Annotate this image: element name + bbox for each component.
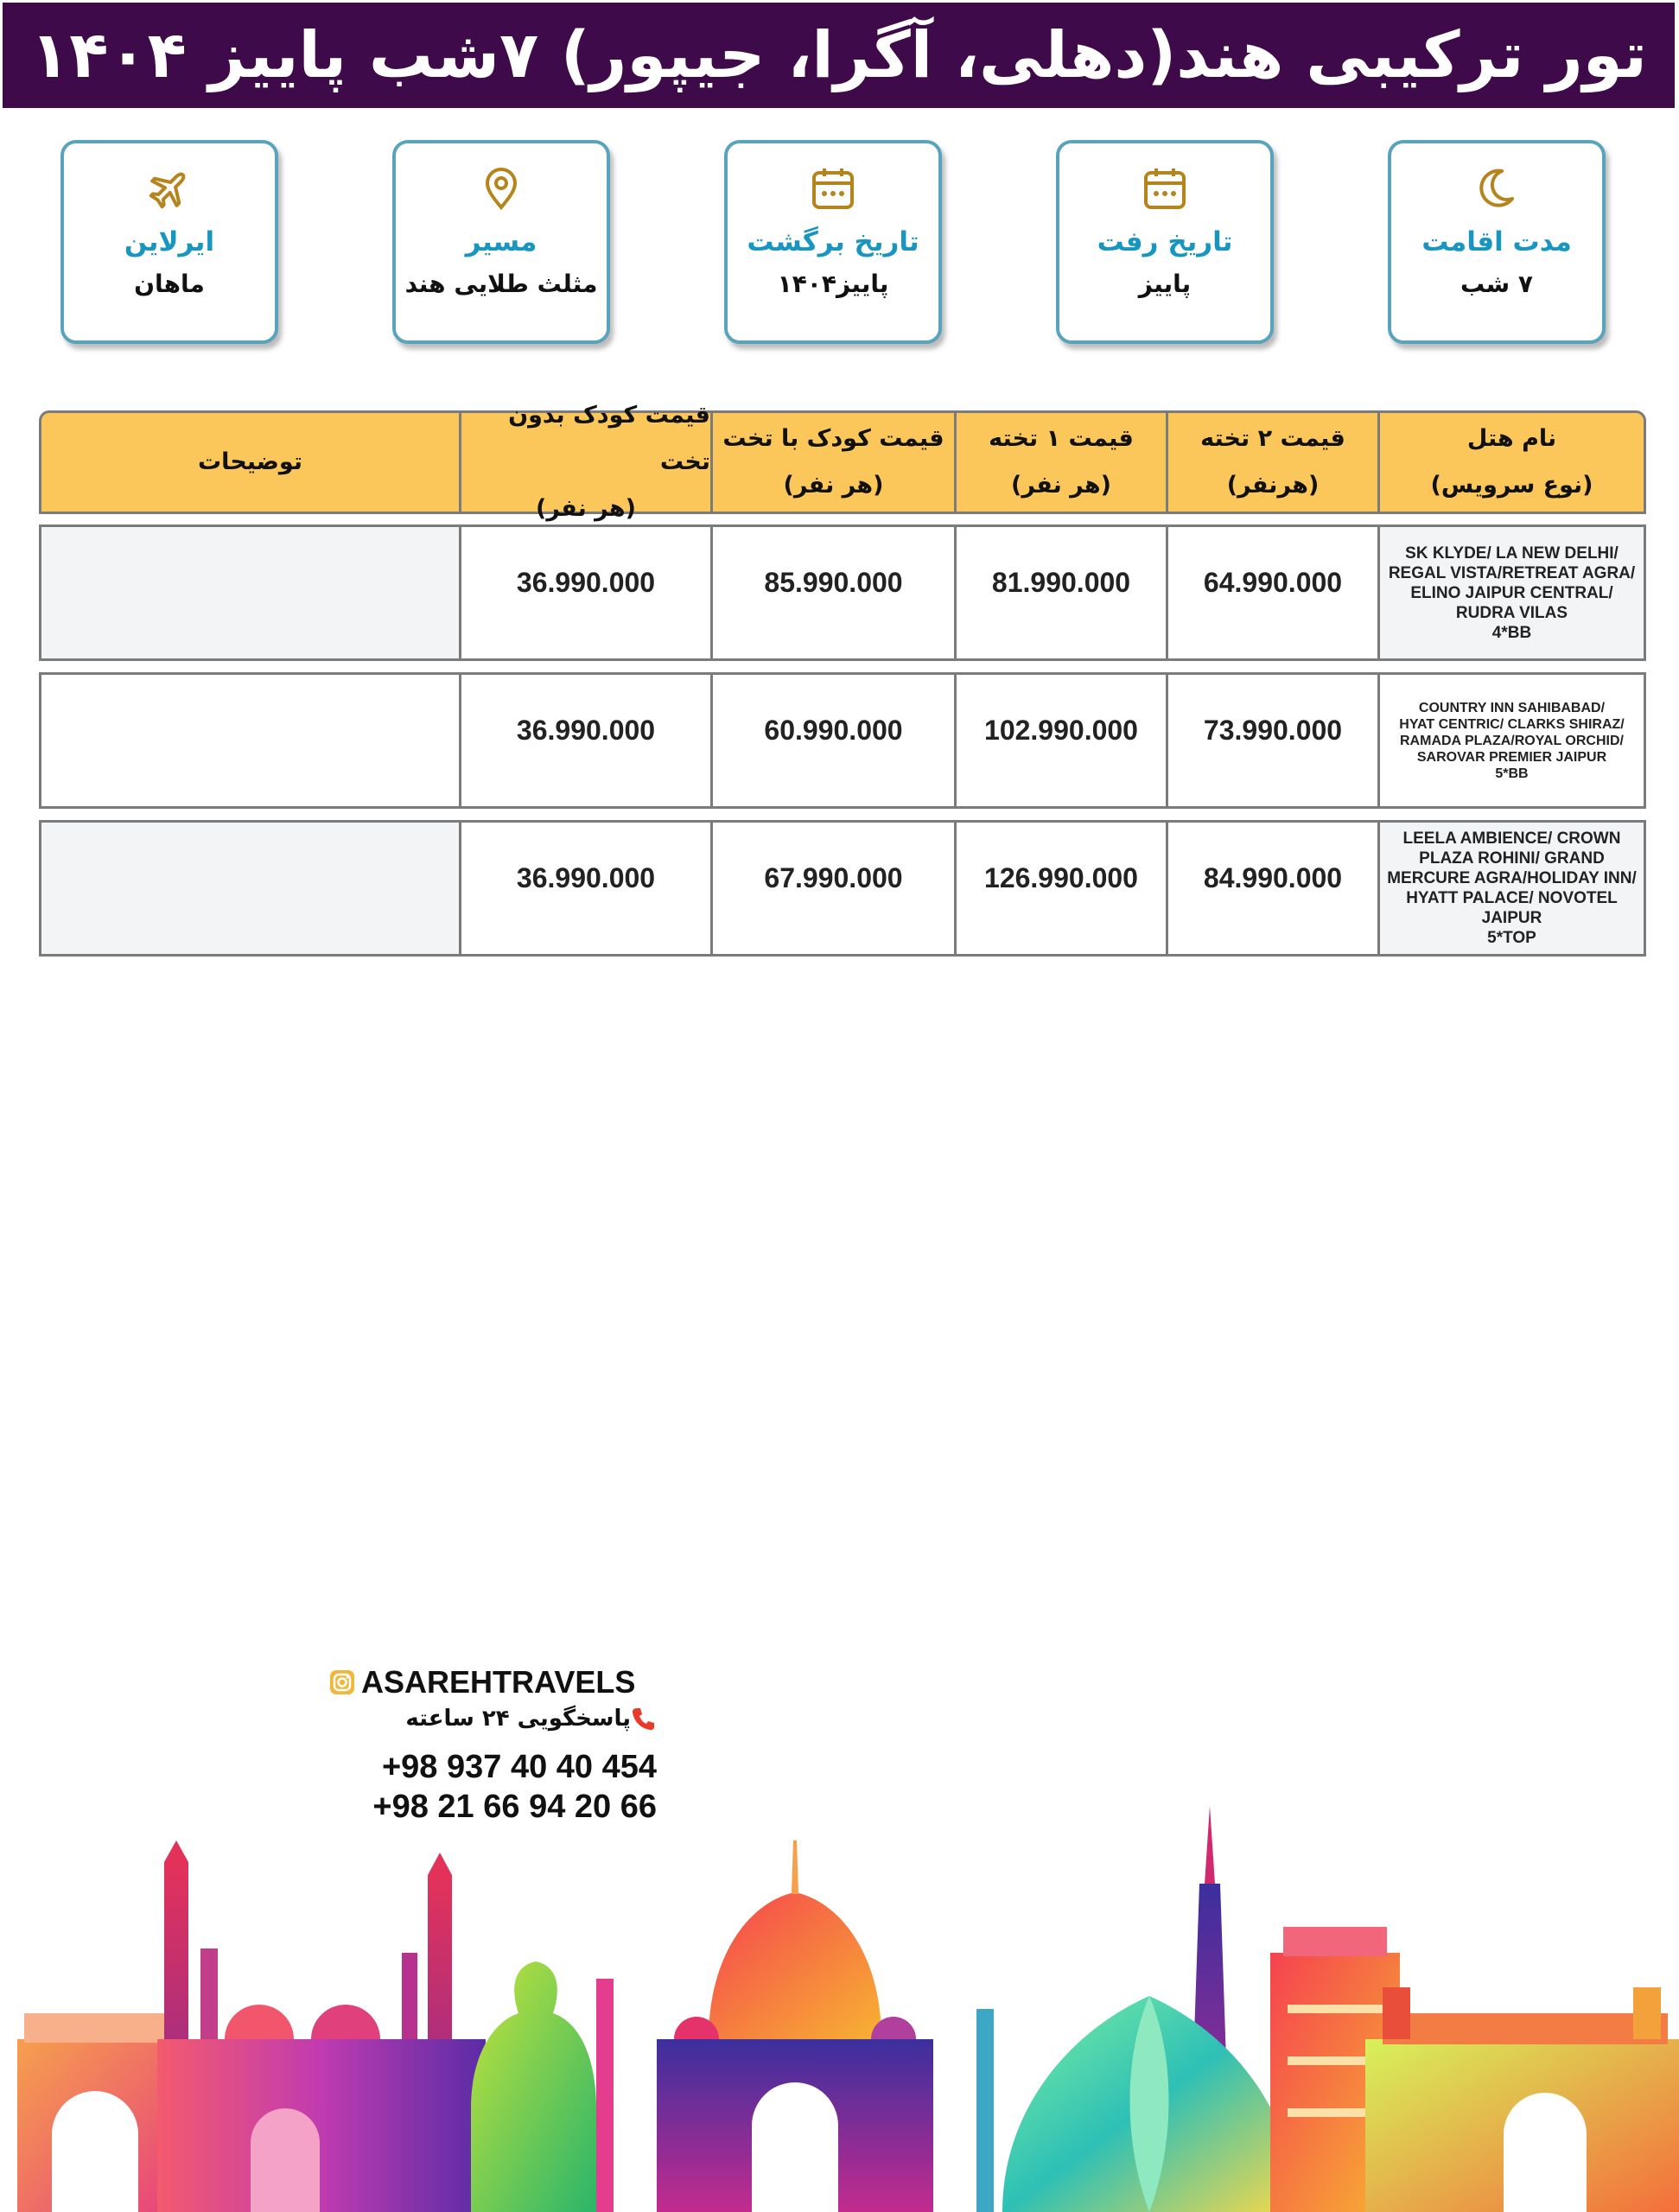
card-label: ایرلاین (124, 226, 215, 257)
card-value: پاییز (1138, 270, 1192, 298)
info-cards (0, 140, 1679, 347)
price-child-nobed: 36.990.000 (461, 527, 713, 658)
hotel-cell (1380, 675, 1644, 806)
card-label: تاریخ برگشت (747, 226, 919, 257)
card-label: تاریخ رفت (1097, 226, 1233, 257)
phone-number[interactable]: +98 21 66 94 20 66 (372, 1789, 657, 1825)
table-header (39, 402, 1646, 522)
price-double: 84.990.000 (1168, 823, 1380, 954)
hotel-line: RAMADA PLAZA/ROYAL ORCHID/ (1400, 733, 1624, 748)
hotel-line: LEELA AMBIENCE/ CROWN (1402, 830, 1621, 848)
hotel-cell (1380, 823, 1644, 954)
service-type: 5*TOP (1487, 929, 1536, 947)
table-row (39, 820, 1646, 957)
instagram-handle[interactable] (328, 1664, 657, 1700)
calendar-icon (1141, 164, 1189, 213)
header-subtext: (هرنفر) (1226, 472, 1320, 499)
header-single (957, 413, 1168, 512)
instagram-icon (328, 1669, 356, 1696)
header-child-nobed (461, 402, 713, 522)
notes-cell (41, 675, 461, 806)
hotel-line: JAIPUR (1481, 909, 1542, 927)
card-airline (60, 140, 278, 344)
header-notes (41, 413, 461, 512)
card-label: مدت اقامت (1421, 226, 1572, 257)
header-subtext: (نوع سرویس) (1430, 472, 1593, 499)
card-value: ماهان (134, 270, 205, 298)
title-bar (3, 3, 1675, 108)
price-single: 102.990.000 (957, 675, 1168, 806)
header-text: توضیحات (198, 448, 302, 475)
support-text: پاسخگویی ۲۴ ساعته (405, 1706, 631, 1732)
card-value: ۷ شب (1460, 270, 1534, 298)
price-single: 126.990.000 (957, 823, 1168, 954)
india-skyline-illustration (0, 1780, 1679, 2212)
phone-number[interactable]: +98 937 40 40 454 (381, 1749, 657, 1785)
card-value: پاییز۱۴۰۴ (777, 270, 889, 298)
header-text: قیمت ۲ تخته (1200, 425, 1345, 452)
card-label: مسیر (465, 226, 537, 257)
location-pin-icon (477, 164, 525, 213)
header-double (1168, 413, 1380, 512)
hotel-line: MERCURE AGRA/HOLIDAY INN/ (1387, 869, 1637, 887)
airplane-icon (145, 164, 194, 213)
card-value: مثلث طلایی هند (404, 270, 598, 298)
header-hotel (1380, 413, 1644, 512)
service-type: 5*BB (1495, 766, 1529, 781)
header-text: قیمت کودک با تخت (722, 425, 944, 452)
phone-icon (631, 1706, 657, 1732)
header-subtext: (هر نفر) (1011, 472, 1111, 499)
card-route (392, 140, 610, 344)
card-return-date (724, 140, 942, 344)
header-text: نام هتل (1466, 425, 1557, 452)
header-child-bed (713, 413, 957, 512)
hotel-line: ELINO JAIPUR CENTRAL/ (1410, 583, 1613, 602)
hotel-line: PLAZA ROHINI/ GRAND (1419, 849, 1605, 868)
hotel-line: SK KLYDE/ LA NEW DELHI/ (1405, 543, 1619, 563)
price-child-bed: 67.990.000 (713, 823, 957, 954)
notes-cell (41, 823, 461, 954)
hotel-line: SAROVAR PREMIER JAIPUR (1416, 749, 1607, 765)
card-stay-duration (1388, 140, 1606, 344)
calendar-icon (809, 164, 857, 213)
header-text: قیمت کودک بدون تخت (508, 402, 710, 475)
price-child-bed: 60.990.000 (713, 675, 957, 806)
card-departure-date (1056, 140, 1274, 344)
moon-icon (1472, 164, 1521, 213)
price-single: 81.990.000 (957, 527, 1168, 658)
header-subtext: (هر نفر) (783, 472, 884, 499)
header-text: قیمت ۱ تخته (989, 425, 1134, 452)
hotel-line: RUDRA VILAS (1455, 603, 1568, 622)
page-title: تور ترکیبی هند(دهلی، آگرا، جیپور) ۷شب پاییز ۱۴۰۴ (30, 18, 1647, 92)
price-double: 73.990.000 (1168, 675, 1380, 806)
notes-cell (41, 527, 461, 658)
hotel-cell (1380, 527, 1644, 658)
instagram-text: ASAREHTRAVELS (361, 1664, 636, 1700)
service-type: 4*BB (1491, 623, 1532, 642)
price-child-nobed: 36.990.000 (461, 823, 713, 954)
price-double: 64.990.000 (1168, 527, 1380, 658)
price-child-bed: 85.990.000 (713, 527, 957, 658)
table-row (39, 672, 1646, 809)
header-subtext: (هر نفر) (536, 495, 636, 522)
hotel-line: REGAL VISTA/RETREAT AGRA/ (1388, 563, 1636, 582)
hotel-line: COUNTRY INN SAHIBABAD/ (1418, 700, 1606, 715)
hotel-line: HYAT CENTRIC/ CLARKS SHIRAZ/ (1399, 716, 1625, 732)
table-row (39, 524, 1646, 661)
hotel-line: HYATT PALACE/ NOVOTEL (1406, 889, 1618, 907)
price-child-nobed: 36.990.000 (461, 675, 713, 806)
support-line (391, 1706, 657, 1732)
